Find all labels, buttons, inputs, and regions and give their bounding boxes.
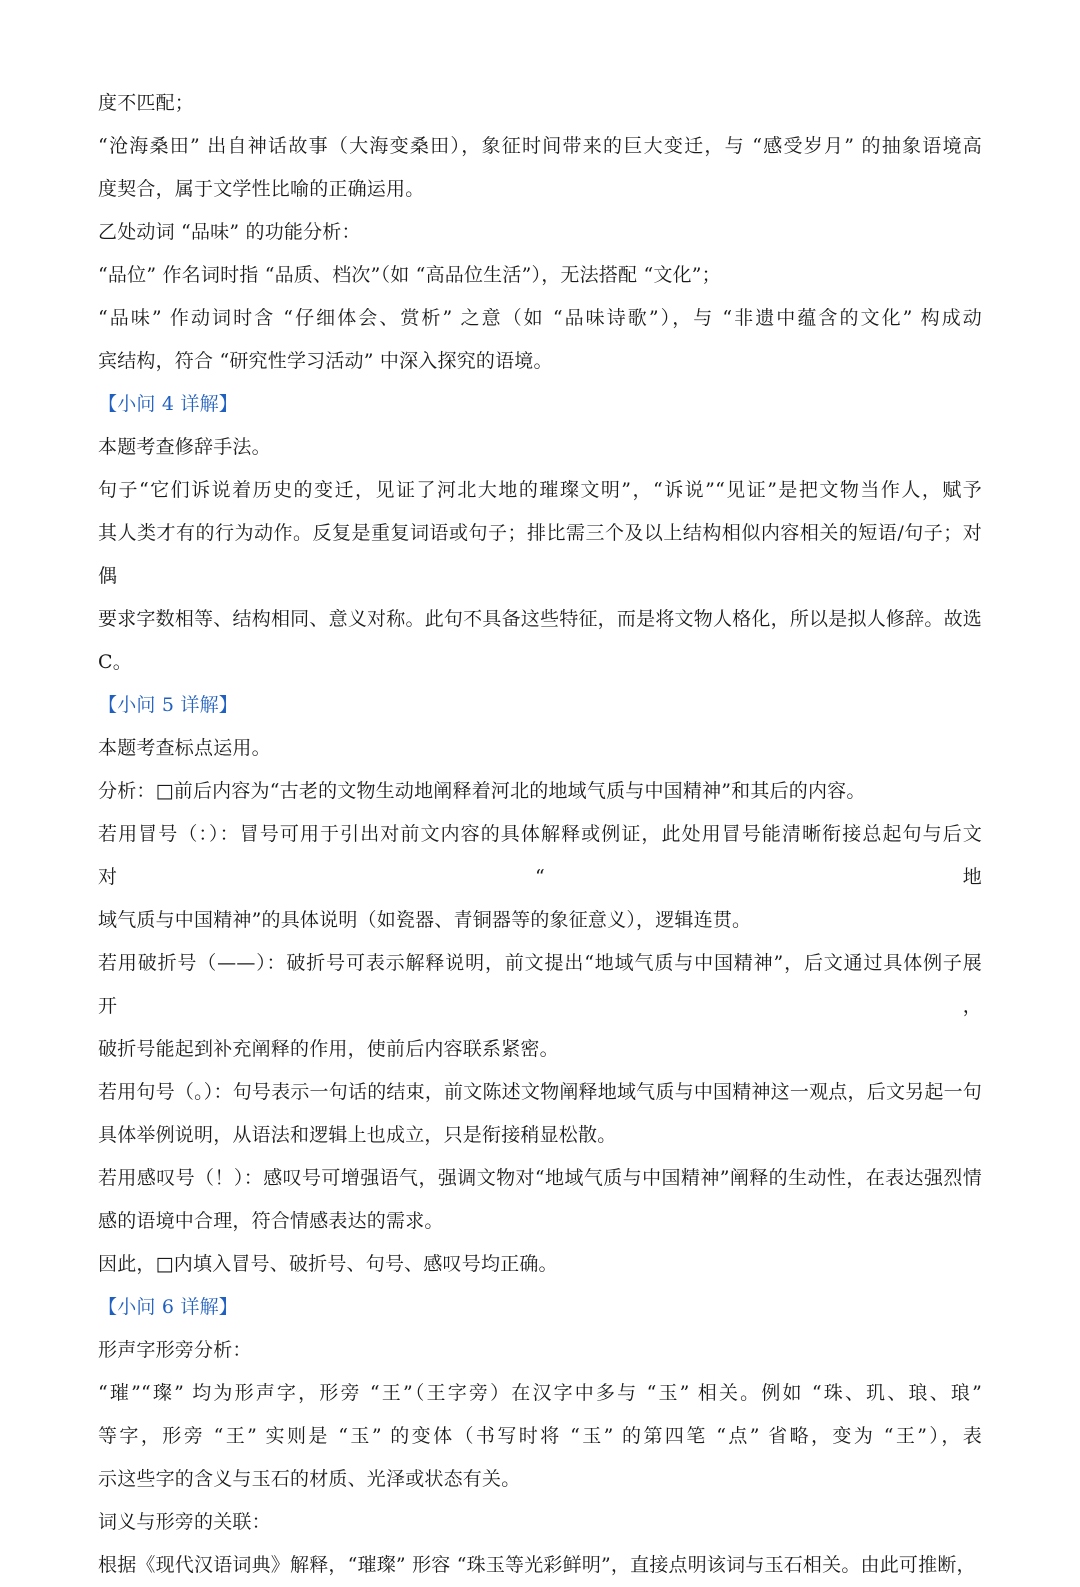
paragraph [98,297,982,383]
paragraph [98,211,982,254]
paragraph [98,942,982,1071]
paragraph [98,1157,982,1243]
heading-line: 【小问 4 详解】 [98,393,238,415]
heading-line: 【小问 6 详解】 [98,1296,238,1318]
paragraph [98,813,982,942]
paragraph [98,125,982,211]
paragraph [98,770,982,813]
text-line: “沧海桑田” 出自神话故事（大海变桑田），象征时间带来的巨大变迁，与 “感受岁月” 的抽象语境高 [98,135,982,157]
section-heading [98,383,982,426]
paragraph [98,1501,982,1544]
text-line: 若用感叹号（！）：感叹号可增强语气，强调文物对“地域气质与中国精神”阐释的生动性，在表达强烈情 [98,1167,982,1189]
paragraph [98,426,982,469]
text-line: “品位” 作名词时指 “品质、档次”（如 “高品位生活”），无法搭配 “文化”； [98,264,721,286]
text-line: “品味” 作动词时含 “仔细体会、赏析” 之意（如 “品味诗歌”），与 “非遗中蕴含的文化” 构成动 [98,307,982,329]
text-line: 根据《现代汉语词典》解释，“璀璨” 形容 “珠玉等光彩鲜明”，直接点明该词与玉石相关。由此可推断， [98,1554,976,1576]
paragraph [98,1071,982,1157]
text-line: 要求字数相等、结构相同、意义对称。此句不具备这些特征，而是将文物人格化，所以是拟人修辞。故选 C。 [98,608,982,673]
text-line: 域气质与中国精神”的具体说明（如瓷器、青铜器等的象征意义），逻辑连贯。 [98,909,752,931]
paragraph [98,82,982,125]
text-line: 宾结构，符合 “研究性学习活动” 中深入探究的语境。 [98,350,553,372]
text-line: 分析：□前后内容为“古老的文物生动地阐释着河北的地域气质与中国精神”和其后的内容。 [98,780,866,802]
text-line: 破折号能起到补充阐释的作用，使前后内容联系紧密。 [98,1038,559,1060]
section-heading [98,684,982,727]
text-line: 若用冒号（：）：冒号可用于引出对前文内容的具体解释或例证，此处用冒号能清晰衔接总起句与后文对“地 [98,823,982,888]
paragraph [98,1372,982,1501]
text-line: 若用句号（。）：句号表示一句话的结束，前文陈述文物阐释地域气质与中国精神这一观点，后文另起一句 [98,1081,982,1103]
text-line: 因此，□内填入冒号、破折号、句号、感叹号均正确。 [98,1253,558,1275]
text-line: 度不匹配； [98,92,195,114]
text-line: 本题考查修辞手法。 [98,436,271,458]
paragraph [98,1329,982,1372]
text-line: 感的语境中合理，符合情感表达的需求。 [98,1210,444,1232]
text-line: 词义与形旁的关联： [98,1511,271,1533]
paragraph [98,254,982,297]
text-line: 若用破折号（——）：破折号可表示解释说明，前文提出“地域气质与中国精神”，后文通过具体例子展开， [98,952,982,1017]
text-line: 度契合，属于文学性比喻的正确运用。 [98,178,425,200]
text-line: 示这些字的含义与玉石的材质、光泽或状态有关。 [98,1468,521,1490]
paragraph [98,727,982,770]
document-body [98,82,982,1587]
paragraph [98,1243,982,1286]
text-line: 其人类才有的行为动作。反复是重复词语或句子；排比需三个及以上结构相似内容相关的短语/句子；对偶 [98,522,982,587]
paragraph [98,1544,982,1587]
paragraph [98,469,982,684]
text-line: 等字，形旁 “王” 实则是 “玉” 的变体（书写时将 “玉” 的第四笔 “点” 省略，变为 “王”），表 [98,1425,982,1447]
section-heading [98,1286,982,1329]
heading-line: 【小问 5 详解】 [98,694,238,716]
text-line: 具体举例说明，从语法和逻辑上也成立，只是衔接稍显松散。 [98,1124,617,1146]
text-line: “璀”“璨” 均为形声字，形旁 “王”（王字旁）在汉字中多与 “玉” 相关。例如 “珠、玑、琅、琅” [98,1382,982,1404]
text-line: 形声字形旁分析： [98,1339,252,1361]
text-line: 本题考查标点运用。 [98,737,271,759]
text-line: 乙处动词 “品味” 的功能分析： [98,221,361,243]
text-line: 句子“它们诉说着历史的变迁，见证了河北大地的璀璨文明”，“诉说”“见证”是把文物当作人，赋予 [98,479,982,501]
